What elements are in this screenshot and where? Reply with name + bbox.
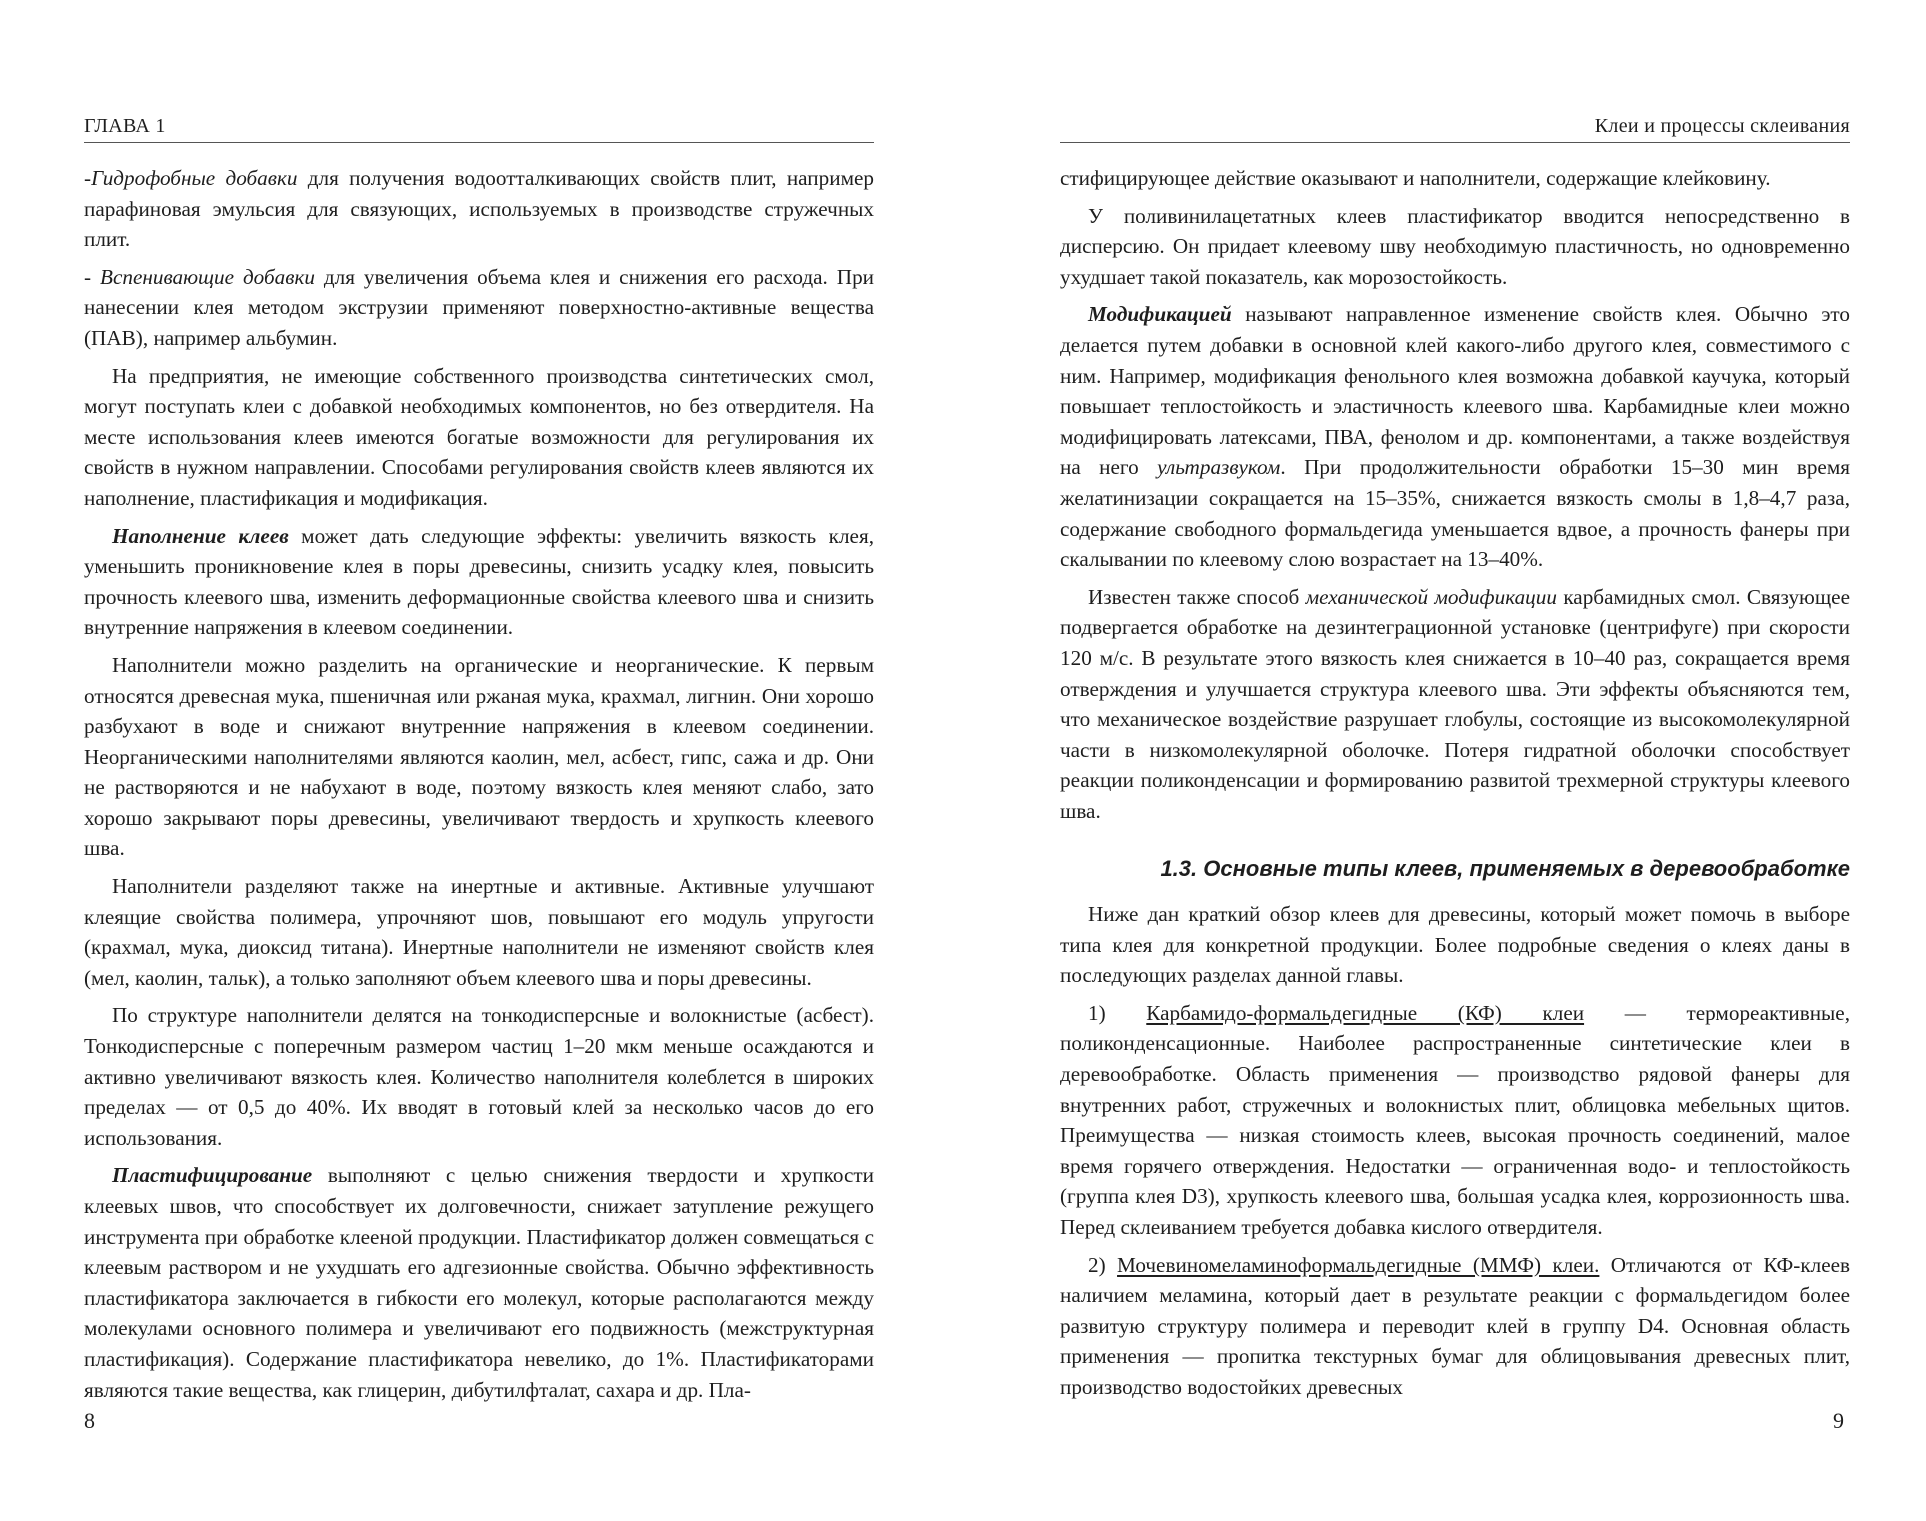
- paragraph: Наполнители разделяют также на инертные и активные. Активные улучшают клеящие свойства полимера, упрочняют шов, повышают его модуль упругости (крахмал, мука, диоксид титана). Инертные наполнители не изменяют свойств клея (мел, каолин, тальк), а только заполняют объем клеевого шва и поры древесины.: [84, 874, 874, 990]
- running-head-left: ГЛАВА 1: [84, 115, 166, 137]
- paragraph: Известен также способ механической модификации карбамидных смол. Связующее подвергается обработке на дезинтеграционной установке (центрифуге) при скорости 120 м/с. В результате этого вязкость клея снижается в 10–40 раз, сокращается время отверждения и улучшается структура клеевого шва. Эти эффекты объясняются тем, что механическое воздействие разрушает глобулы, состоящие из высокомолекулярной части в низкомолекулярной оболочке. Потеря гидратной оболочки способствует реакции поликонденсации и формированию развитой трехмерной структуры клеевого шва.: [1060, 584, 1850, 823]
- page-number-right: 9: [1833, 1408, 1844, 1433]
- paragraph: Ниже дан краткий обзор клеев для древесины, который может помочь в выборе типа клея для конкретной продукции. Более подробные сведения о клеях даны в последующих разделах данной главы.: [1060, 902, 1850, 988]
- italic-term: ультразвуком: [1157, 455, 1281, 480]
- right-page-body: [1060, 163, 1850, 1403]
- running-head-right: Клеи и процессы склеивания: [1594, 115, 1850, 137]
- list-item: 2) Мочевиномеламиноформальдегидные (ММФ) клеи. Отличаются от КФ-клеев наличием меламина, который дает в результате реакции с формальдегидом более развитую структуру полимера и переводит клей в группу D4. Основная область применения — пропитка текстурных бумаг для облицовывания древесных плит, производство водостойких древесных: [1060, 1252, 1851, 1399]
- left-page-body: [84, 163, 874, 1405]
- italic-term: механической модификации: [1305, 584, 1557, 609]
- paragraph: стифицирующее действие оказывают и наполнители, содержащие клейковину.: [1060, 166, 1771, 190]
- paragraph: -Гидрофобные добавки для получения водоотталкивающих свойств плит, например парафиновая эмульсия для связующих, используемых в производстве стружечных плит.: [84, 166, 874, 252]
- page-number-left: 8: [84, 1408, 95, 1433]
- left-page-header: [84, 108, 874, 143]
- left-page: [84, 108, 874, 1412]
- italic-term: Вспенивающие добавки: [100, 264, 315, 289]
- bold-italic-term: Наполнение клеев: [112, 523, 289, 548]
- italic-term: Гидрофобные добавки: [91, 166, 298, 190]
- paragraph: Наполнение клеев может дать следующие эффекты: увеличить вязкость клея, уменьшить проникновение клея в поры древесины, снизить усадку клея, повысить прочность клеевого шва, изменить деформационные свойства клеевого шва и снизить внутренние напряжения в клеевом соединении.: [84, 523, 874, 640]
- list-item: 1) Карбамидо-формальдегидные (КФ) клеи — термореактивные, поликонденсационные. Наиболее распространенные синтетические клеи в деревообработке. Область применения — производство рядовой фанеры для внутренних работ, стружечных и волокнистых плит, облицовка мебельных щитов. Преимущества — низкая стоимость клеев, высокая прочность соединений, малое время горячего отверждения. Недостатки — ограниченная водо- и теплостойкость (группа клея D3), хрупкость клеевого шва, большая усадка клея, коррозионность шва. Перед склеиванием требуется добавка кислого отвердителя.: [1060, 1000, 1850, 1239]
- right-page: [1060, 108, 1850, 1410]
- underlined-term: Карбамидо-формальдегидные (КФ) клеи: [1146, 1000, 1585, 1025]
- paragraph: Модификацией называют направленное изменение свойств клея. Обычно это делается путем добавки в основной клей какого-либо другого клея, совместимого с ним. Например, модификация фенольного клея возможна добавкой каучука, который повышает теплостойкость и эластичность клеевого шва. Карбамидные клеи можно модифицировать латексами, ПВА, фенолом и др. компонентами, а также воздействуя на него ультразвуком. При продолжительности обработки 15–30 мин время желатинизации сокращается на 15–35%, снижается вязкость смолы в 1,8–4,7 раза, содержание свободного формальдегида уменьшается вдвое, а прочность фанеры при скалывании по клеевому слою возрастает на 13–40%.: [1060, 302, 1850, 572]
- right-page-header: [1060, 108, 1850, 143]
- paragraph: - Вспенивающие добавки для увеличения объема клея и снижения его расхода. При нанесении клея методом экструзии применяют поверхностно-активные вещества (ПАВ), например альбумин.: [84, 264, 874, 350]
- underlined-term: Мочевиномеламиноформальдегидные (ММФ) клеи.: [1117, 1252, 1600, 1277]
- bold-italic-term: Пластифицирование: [112, 1163, 313, 1188]
- paragraph: У поливинилацетатных клеев пластификатор вводится непосредственно в дисперсию. Он придает клеевому шву необходимую пластичность, но одновременно ухудшает такой показатель, как морозостойкость.: [1060, 203, 1850, 289]
- paragraph: На предприятия, не имеющие собственного производства синтетических смол, могут поступать клеи с добавкой необходимых компонентов, но без отвердителя. На месте использования клеев имеются богатые возможности для регулирования их свойств в нужном направлении. Способами регулирования свойств клеев являются их наполнение, пластификация и модификация.: [84, 363, 874, 510]
- paragraph: По структуре наполнители делятся на тонкодисперсные и волокнистые (асбест). Тонкодисперсные с поперечным размером частиц 1–20 мкм меньше осаждаются и активно увеличивают вязкость клея. Количество наполнителя колеблется в широких пределах — от 0,5 до 40%. Их вводят в готовый клей за несколько часов до его использования.: [84, 1003, 874, 1150]
- section-heading: 1.3. Основные типы клеев, применяемых в деревообработке: [1160, 856, 1850, 882]
- paragraph: Наполнители можно разделить на органические и неорганические. К первым относятся древесная мука, пшеничная или ржаная мука, крахмал, лигнин. Они хорошо разбухают в воде и снижают внутренние напряжения в клеевом соединении. Неорганическими наполнителями являются каолин, мел, асбест, гипс, сажа и др. Они не растворяются и не набухают в воде, поэтому вязкость клея меняют слабо, зато хорошо закрывают поры древесины, увеличивают твердость и хрупкость клеевого шва.: [84, 652, 874, 861]
- bold-italic-term: Модификацией: [1088, 302, 1232, 327]
- paragraph: Пластифицирование выполняют с целью снижения твердости и хрупкости клеевых швов, что способствует их долговечности, снижает затупление режущего инструмента при обработке клееной продукции. Пластификатор должен совмещаться с клеевым раствором и не ухудшать его адгезионные свойства. Обычно эффективность пластификатора заключается в гибкости его молекул, которые располагаются между молекулами основного полимера и увеличивают его подвижность (межструктурная пластификация). Содержание пластификатора невелико, до 1%. Пластификаторами являются такие вещества, как глицерин, дибутилфталат, сахара и др. Пла-: [84, 1163, 874, 1402]
